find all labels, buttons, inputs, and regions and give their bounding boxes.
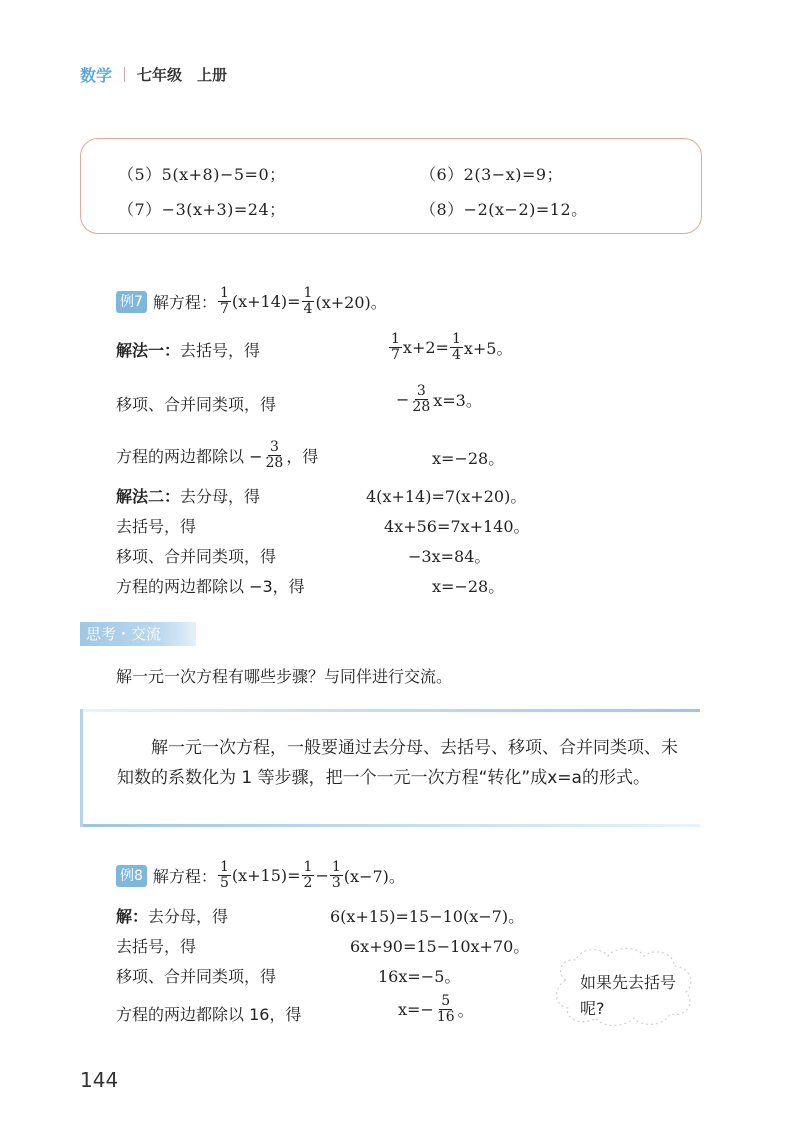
exercise-7: （7）−3(x+3)=24； — [118, 200, 286, 219]
example8-tag: 例8 — [116, 865, 147, 887]
method2-step4-text: 方程的两边都除以 −3，得 — [116, 577, 305, 596]
thought-bubble — [546, 944, 702, 1030]
method2-step2-eq: 4x+56=7x+140。 — [384, 517, 530, 536]
fraction: $\frac{1}{7}$ — [219, 285, 229, 317]
equation-part: (x+14)= — [231, 292, 301, 311]
method1-step1-text: 解法一：去括号，得 — [116, 341, 261, 360]
summary-box — [80, 709, 700, 827]
example8-step4-text: 方程的两边都除以 16，得 — [116, 1005, 302, 1024]
bubble-text: 如果先去括号呢? — [580, 973, 677, 1018]
page-header — [80, 63, 227, 86]
equation-part: (x+20)。 — [315, 293, 387, 312]
method2-step1-eq: 4(x+14)=7(x+20)。 — [366, 487, 527, 506]
method1-step3-eq: x=−28。 — [432, 449, 505, 468]
method2-step1-text: 解法二：去分母，得 — [116, 487, 261, 506]
exercise-8: （8）−2(x−2)=12。 — [420, 200, 588, 219]
grade-label: 七年级 上册 — [137, 66, 228, 84]
example8-step3-eq: 16x=−5。 — [378, 967, 461, 986]
method2-step3-text: 移项、合并同类项，得 — [116, 547, 277, 566]
page-number: 144 — [80, 1068, 119, 1092]
example8-step2-eq: 6x+90=15−10x+70。 — [350, 937, 530, 956]
fraction: $\frac{1}{4}$ — [303, 285, 313, 317]
example8-step2-text: 去括号，得 — [116, 937, 197, 956]
header-divider — [124, 67, 125, 82]
think-question: 解一元一次方程有哪些步骤？与同伴进行交流。 — [116, 667, 453, 686]
summary-bottom-rule — [83, 824, 700, 827]
method1-step1-eq: $\frac{1}{7}$ x+2= $\frac{1}{4}$ x+5。 — [391, 331, 513, 363]
example8-header: 例8 解方程： $\frac{1}{5}$ (x+15)= $\frac{1}{2}$ − $\frac{1}{3}$ (x−7)。 — [116, 860, 405, 891]
subject-label: 数学 — [80, 66, 113, 85]
method2-step3-eq: −3x=84。 — [408, 547, 491, 566]
example7-header — [116, 286, 387, 317]
example8-prompt: 解方程： — [152, 867, 217, 886]
example8-step4-eq: x=− $\frac{5}{16}$ 。 — [398, 993, 474, 1025]
method1-step2-text: 移项、合并同类项，得 — [116, 395, 277, 414]
exercise-5: （5）5(x+8)−5=0； — [118, 165, 286, 184]
example7-prompt: 解方程： — [152, 293, 217, 312]
method2-step4-eq: x=−28。 — [432, 577, 505, 596]
summary-top-rule — [83, 709, 700, 712]
method1-step3-text: 方程的两边都除以 − $\frac{3}{28}$ ，得 — [116, 439, 319, 471]
exercise-6: （6）2(3−x)=9； — [420, 165, 564, 184]
example8-step1-text: 解：去分母，得 — [116, 907, 229, 926]
example8-step1-eq: 6(x+15)=15−10(x−7)。 — [330, 907, 525, 926]
method2-step2-text: 去括号，得 — [116, 517, 197, 536]
method1-step2-eq: − $\frac{3}{28}$ x=3。 — [396, 383, 482, 415]
example7-tag: 例7 — [116, 291, 147, 313]
summary-text: 解一元一次方程，一般要通过去分母、去括号、移项、合并同类项、未知数的系数化为 1 等步骤，把一个一元一次方程“转化”成x=a的形式。 — [117, 738, 678, 788]
example8-step3-text: 移项、合并同类项，得 — [116, 967, 277, 986]
think-banner: 思考・交流 — [80, 622, 196, 646]
